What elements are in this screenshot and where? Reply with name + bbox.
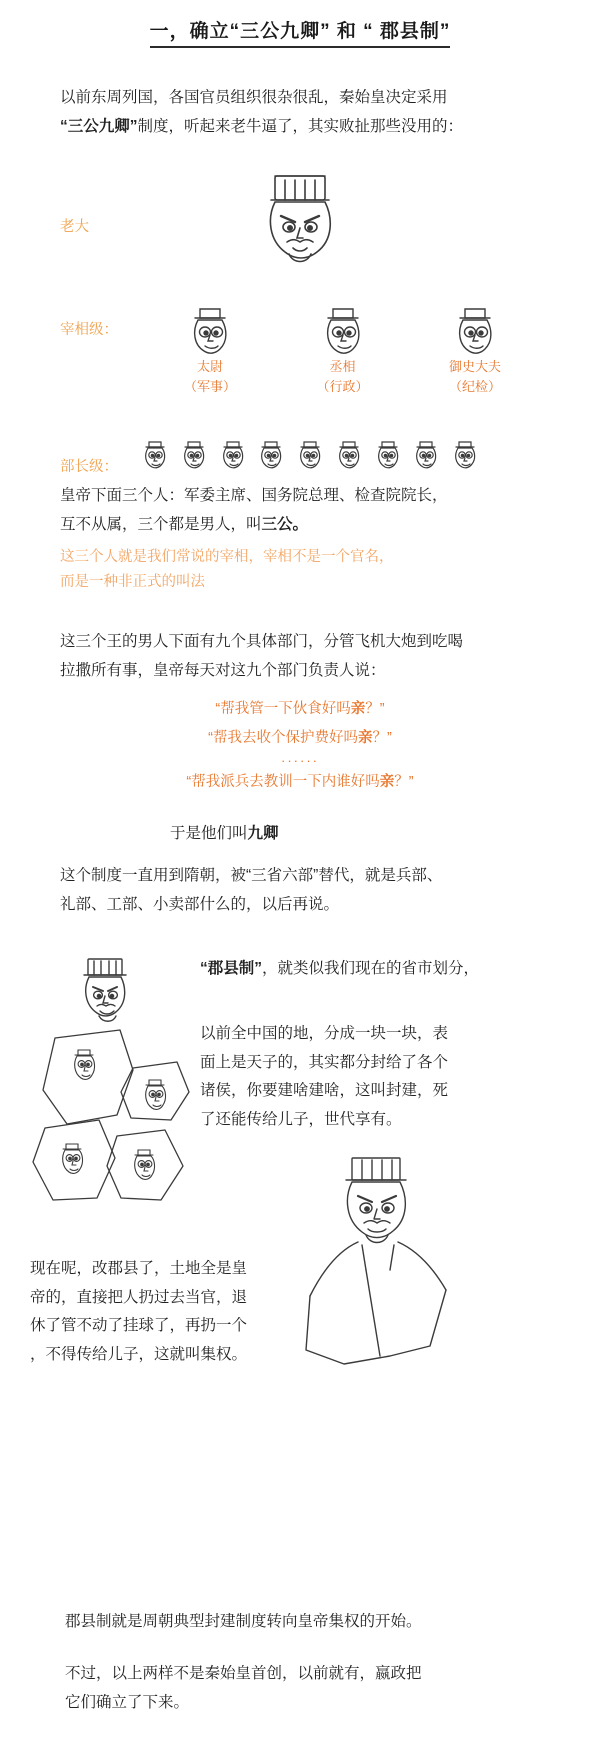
minister-face-icon (295, 440, 325, 470)
minister-face-icon (411, 440, 441, 470)
official-duty: （行政） (316, 378, 369, 394)
label-minister-level: 部长级： (60, 459, 118, 475)
page-title (0, 0, 600, 52)
ending-line-2: 不过，以上两样不是秦始皇首创，以前就有，嬴政把 (65, 1665, 422, 1682)
official-face-icon (288, 305, 398, 357)
now-line-3: 休了管不动了挂球了，再扔一个 (30, 1317, 248, 1335)
emperor-quotes (60, 695, 540, 797)
emperor-line-1: 皇帝下面三个人：军委主席、国务院总理、检查院院长， (60, 487, 448, 504)
intro-line-1: 以前东周列国，各国官员组织很杂很乱，秦始皇决定采用 (60, 89, 448, 106)
official-item (420, 305, 530, 396)
emperor-face-icon (70, 955, 140, 1027)
quote-ellipsis: ······ (281, 753, 319, 768)
quote-3-qin: 亲 (379, 774, 395, 790)
quote-2-c: ？” (372, 730, 392, 746)
quote-1-c: ？” (365, 701, 385, 717)
note-line-1: 这三个人就是我们常说的宰相，宰相不是一个官名， (60, 549, 394, 565)
nine-line-2: 拉撒所有事，皇帝每天对这九个部门负责人说： (60, 661, 386, 679)
page-title-text: 一，确立“三公九卿” 和 “ 郡县制” (150, 16, 451, 48)
feudal-line-4: 了还能传给儿子，世代享有。 (200, 1111, 402, 1129)
official-name: 太尉 (196, 359, 223, 374)
quote-3-c: ？” (394, 774, 414, 790)
label-chancellor-level: 宰相级： (60, 322, 118, 338)
minister-face-icon (373, 440, 403, 470)
official-duty: （纪检） (448, 378, 501, 394)
ministers-row (140, 440, 480, 470)
quote-2-a: “帮我去收个保护费好吗 (208, 730, 358, 746)
label-boss: 老大 (60, 219, 89, 235)
sui-paragraph (60, 862, 540, 919)
official-name: 丞相 (329, 359, 356, 374)
intro-term-sangongjiuqing: “三公九卿” (60, 117, 138, 135)
minister-face-icon (140, 440, 170, 470)
quote-1-qin: 亲 (350, 701, 366, 717)
now-line-2: 帝的，直接把人扔过去当官，退 (30, 1288, 248, 1306)
term-sangong: 三公。 (261, 515, 309, 533)
sui-line-1: 这个制度一直用到隋朝，被“三省六部”替代，就是兵部、 (60, 867, 443, 884)
term-junxianzhi: “郡县制” (200, 960, 263, 977)
quote-line-3 (60, 768, 540, 797)
feudal-line-1: 以前全中国的地，分成一块一块，表 (200, 1025, 449, 1042)
nine-ministries-paragraph (60, 628, 540, 685)
emperor-line-2-a: 互不从属，三个都是男人，叫 (60, 515, 262, 533)
emperor-throwing-icon (280, 1150, 540, 1400)
official-duty: （军事） (183, 378, 236, 394)
quote-1-a: “帮我管一下伙食好吗 (215, 701, 351, 717)
nine-line-1: 这三个王的男人下面有九个具体部门，分管飞机大炮到吃喝 (60, 633, 464, 650)
official-item (288, 305, 398, 396)
note-line-2: 而是一种非正式的叫法 (60, 574, 205, 591)
junxian-intro (200, 955, 540, 984)
minister-face-icon (218, 440, 248, 470)
ending-paragraph-2 (65, 1660, 545, 1717)
minister-face-icon (256, 440, 286, 470)
quote-3-a: “帮我派兵去教训一下内谁好吗 (186, 774, 380, 790)
intro-line-2-rest: 制度，听起来老牛逼了，其实败扯那些没用的： (137, 117, 464, 135)
emperor-explanation (60, 482, 530, 539)
emperor-face-icon (245, 170, 355, 270)
nine-conclusion-a: 于是他们叫 (170, 825, 248, 842)
now-paragraph (30, 1255, 300, 1370)
quote-line-2 (60, 724, 540, 753)
nine-conclusion (170, 820, 470, 849)
chancellor-note (60, 545, 530, 596)
feudal-paragraph (200, 1020, 530, 1135)
quote-2-qin: 亲 (357, 730, 373, 746)
quote-line-1 (60, 695, 540, 724)
term-jiuqing: 九卿 (247, 825, 279, 842)
official-name: 御史大夫 (448, 359, 501, 374)
intro-line-2 (60, 113, 530, 142)
ending-line-1: 郡县制就是周朝典型封建制度转向皇帝集权的开始。 (65, 1613, 422, 1630)
feudal-line-3: 诸侯，你要建啥建啥，这叫封建，死 (200, 1082, 449, 1100)
official-face-icon (155, 305, 265, 357)
intro-paragraph (60, 84, 530, 141)
ending-line-3: 它们确立了下来。 (65, 1693, 190, 1711)
official-face-icon (420, 305, 530, 357)
minister-face-icon (334, 440, 364, 470)
now-line-1: 现在呢，改郡县了，土地全是皇 (30, 1260, 248, 1277)
minister-face-icon (179, 440, 209, 470)
emperor-line-2 (60, 511, 530, 540)
official-item (155, 305, 265, 396)
feudal-map-regions (25, 1020, 205, 1230)
now-line-4: ，不得传给儿子，这就叫集权。 (30, 1346, 248, 1364)
minister-face-icon (450, 440, 480, 470)
junxian-intro-rest: ，就类似我们现在的省市划分， (262, 960, 480, 977)
feudal-line-2: 面上是天子的，其实都分封给了各个 (200, 1053, 449, 1071)
officials-row (155, 305, 530, 396)
sui-line-2: 礼部、工部、小卖部什么的，以后再说。 (60, 895, 340, 913)
ending-paragraph-1 (65, 1608, 545, 1637)
